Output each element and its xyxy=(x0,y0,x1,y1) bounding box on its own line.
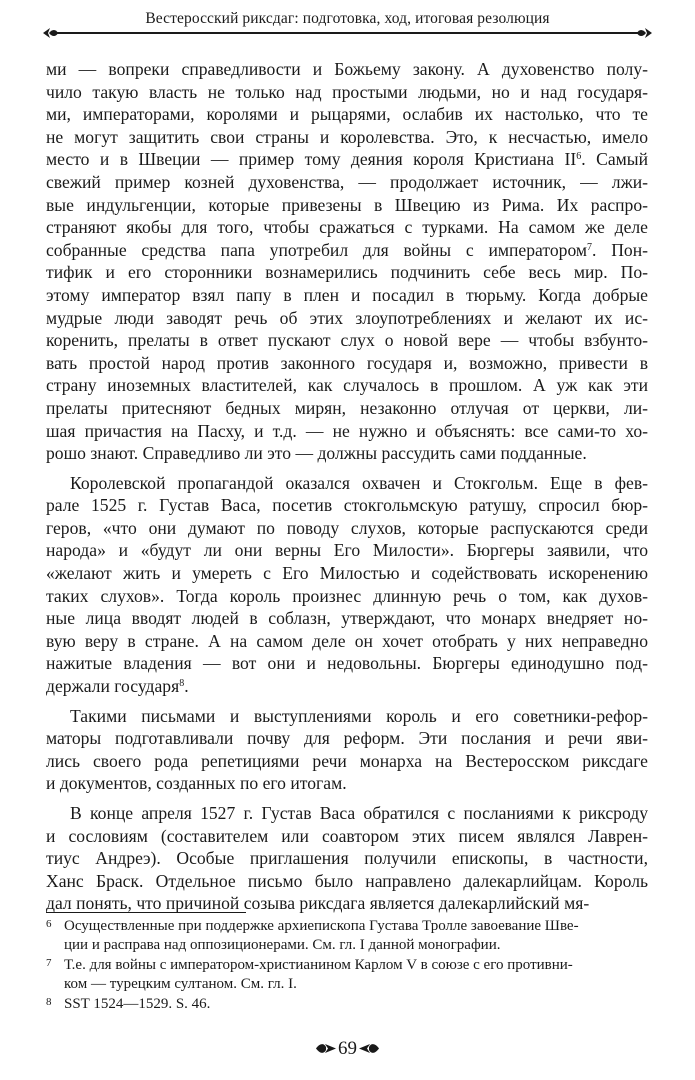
fleuron-icon xyxy=(359,1042,379,1055)
text-line: тифик и его сторонники вознамерились подчинить себе весь мир. По- xyxy=(46,262,648,283)
footnote xyxy=(46,917,648,955)
fleuron-icon xyxy=(42,27,64,39)
text-line: вые индульгенции, которые привезены в Швецию из Рима. Их распро- xyxy=(46,194,648,215)
footnote xyxy=(46,956,648,994)
footnote-line: SST 1524—1529. S. 46. xyxy=(64,996,211,1012)
text-line: не могут защитить свои страны и королевства. Это, к несчастью, имело xyxy=(46,126,648,147)
text-line: ми — вопреки справедливости и Божьему закону. А духовенство полу- xyxy=(46,59,648,79)
text-line: вую веру в стране. А на самом деле он хочет отобрать у них неправедно xyxy=(46,630,648,651)
text-line: место и в Швеции — пример тому деяния короля Кристиана $II^6$. Самый xyxy=(46,149,648,170)
footnote-reference: 8 xyxy=(179,678,185,690)
text-line: страну иноземных властителей, как случалось в прошлом. А уж как эти xyxy=(46,375,648,396)
text-line: и документов, созданных по его итогам. xyxy=(46,773,347,794)
text-line: коренить, прелаты в ответ пускают слух о новой вере — чтобы взбунто- xyxy=(46,330,648,351)
footnote-line: Т.е. для войны с императором-христианином Карлом V в союзе с его противни- xyxy=(64,957,573,973)
text-line: нажитые владения — вот они и недовольны. Бюргеры единодушно под- xyxy=(46,653,648,674)
text-line: народа» и «будут ли они верны Его Милости». Бюргеры заявили, что xyxy=(46,540,648,561)
text-line: чило такую власть не только над простыми людьми, но и над государя- xyxy=(46,81,648,102)
text-line: маторы подготавливали почву для реформ. Эти послания и речи яви- xyxy=(46,728,648,749)
text-line: лись своего рода репетициями речи монарха на Вестеросском риксдаге xyxy=(46,750,648,771)
text-line: и сословиям (составителем или соавтором этих писем являлся Лаврен- xyxy=(46,825,648,846)
text-line: рале 1525 г. Густав Васа, посетив стокгольмскую ратушу, спросил бюр- xyxy=(46,495,648,516)
text-line: «желают жить и умереть с Его Милостью и содействовать искоренению xyxy=(46,563,648,584)
text-line: шая причастия на Пасху, и т.д. — не нужно и объяснять: все сами-то хо- xyxy=(46,420,648,441)
page-folio xyxy=(0,1036,695,1060)
footnote-line: ции и расправа над оппозиционерами. См. гл. I данной монографии. xyxy=(64,937,501,953)
text-line: Ханс Браск. Отдельное письмо было направлено далекарлийцам. Король xyxy=(46,870,648,891)
text-line: дал понять, что причиной созыва риксдага является далекарлийский мя- xyxy=(46,893,590,914)
footnote-number: 7 xyxy=(46,957,52,969)
footnote-number: 6 xyxy=(46,918,52,930)
text-line: этому император взял папу в плен и посадил в тюрьму. Когда добрые xyxy=(46,284,648,305)
fleuron-icon xyxy=(316,1042,336,1055)
footnote-reference: 7 xyxy=(587,241,593,253)
running-head xyxy=(46,6,649,40)
paragraph xyxy=(46,802,648,915)
footnote-line: ком — турецким султаном. См. гл. I. xyxy=(64,976,297,992)
text-line: Такими письмами и выступлениями король и его советники-рефор- xyxy=(70,705,648,726)
running-head-rule xyxy=(56,32,639,34)
text-line: В конце апреля 1527 г. Густав Васа обратился с посланиями к риксроду xyxy=(70,803,648,823)
text-line: ми, императорами, королями и рыцарями, ослабив их настолько, что те xyxy=(46,104,648,125)
text-line: страняют якобы для того, чтобы сражаться с турками. На самом же деле xyxy=(46,217,648,238)
text-line: свежий пример козней духовенства, — продолжает источник, — лжи- xyxy=(46,171,648,192)
text-line: рошо знают. Справедливо ли это — должны рассудить сами подданные. xyxy=(46,443,587,464)
text-line: геров, «что они думают по поводу слухов, которые распускаются среди xyxy=(46,517,648,538)
page-number: 69 xyxy=(338,1037,357,1059)
footnote-number: 8 xyxy=(46,996,52,1008)
paragraph xyxy=(46,472,648,698)
text-line: тиус Андреэ). Особые приглашения получили епископы, в частности, xyxy=(46,848,648,869)
footnote-line: Осуществленные при поддержке архиепископа Густава Тролле завоевание Шве- xyxy=(64,918,579,934)
fleuron-icon xyxy=(631,27,653,39)
footnote-reference: 6 xyxy=(576,151,582,163)
paragraph xyxy=(46,705,648,795)
text-line: ные лица вводят людей в соблазн, утверждают, что монарх внедряет но- xyxy=(46,608,648,629)
running-head-title: Вестеросский риксдаг: подготовка, ход, итоговая резолюция xyxy=(145,10,550,27)
text-line: прелаты притесняют бедных мирян, незаконно отлучая от церкви, ли- xyxy=(46,397,648,418)
text-line: собранные средства папа употребил для войны с императором$^7$. Пон- xyxy=(46,239,648,260)
paragraph xyxy=(46,58,648,465)
text-line: Королевской пропагандой оказался охвачен и Стокгольм. Еще в фев- xyxy=(70,472,648,493)
body-text xyxy=(46,58,648,915)
text-line: держали государя$^8$. xyxy=(46,676,189,697)
footnote-rule xyxy=(46,912,246,913)
footnotes xyxy=(46,917,648,1014)
text-line: таких слухов». Тогда король произнес длинную речь о том, как духов- xyxy=(46,585,648,606)
text-line: мудрые люди заводят речь об этих злоупотреблениях и желают их ис- xyxy=(46,307,648,328)
footnote xyxy=(46,995,648,1014)
text-line: вать простой народ против законного государя и, возможно, привести в xyxy=(46,352,648,373)
